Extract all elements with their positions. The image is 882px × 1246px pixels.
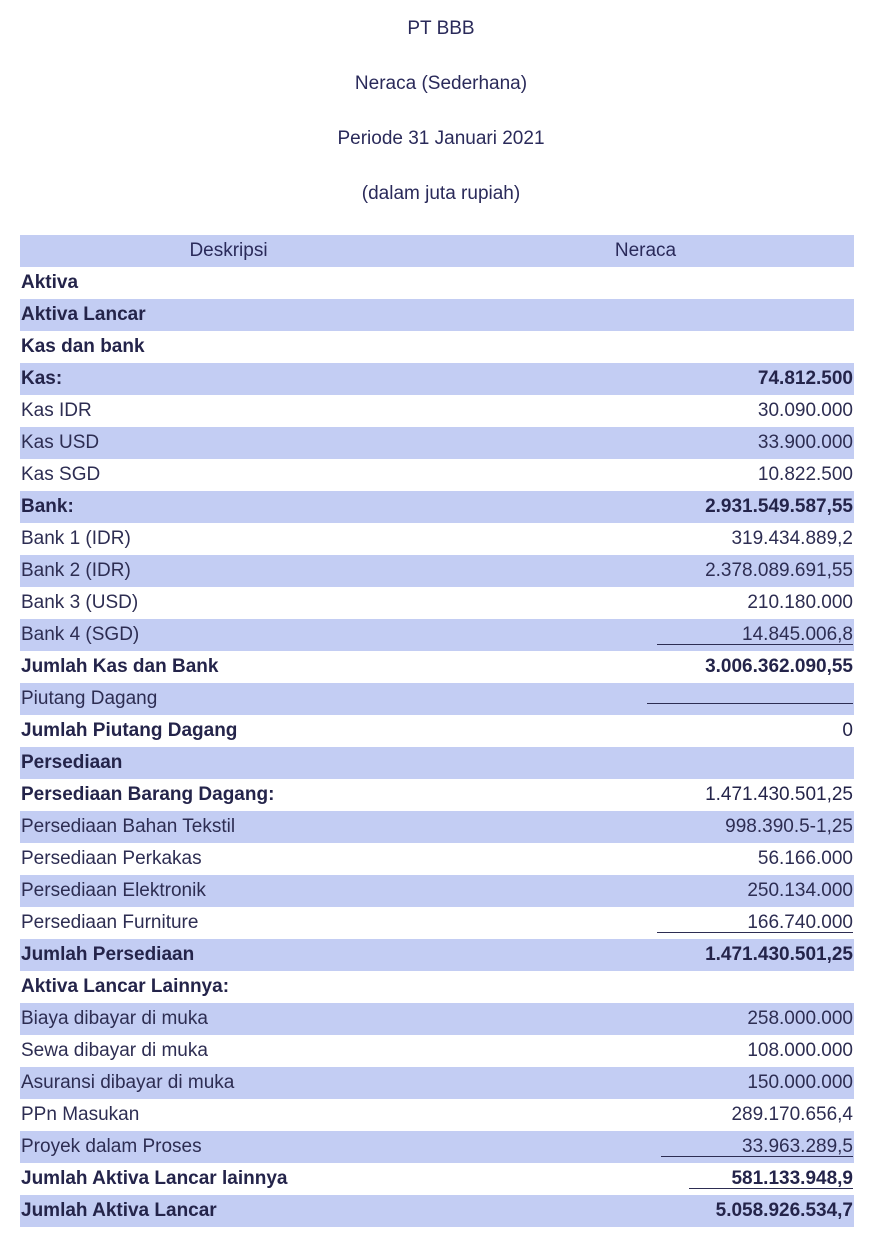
table-row (20, 1163, 854, 1195)
table-row (20, 331, 854, 363)
row-value-underlined (437, 619, 854, 651)
row-label: Kas USD (20, 427, 437, 459)
table-row (20, 491, 854, 523)
row-label: Asuransi dibayar di muka (20, 1067, 437, 1099)
company-name: PT BBB (407, 18, 475, 39)
table-row (20, 683, 854, 715)
row-value-underlined (437, 1163, 854, 1195)
row-value: 150.000.000 (437, 1067, 854, 1099)
row-value: 56.166.000 (757, 848, 853, 869)
row-value (437, 747, 854, 779)
row-value: 319.434.889,2 (731, 528, 853, 549)
table-row (20, 747, 854, 779)
report-period: Periode 31 Januari 2021 (337, 128, 545, 149)
row-label: Aktiva Lancar Lainnya: (21, 976, 230, 997)
table-row (20, 427, 854, 459)
table-row (20, 619, 854, 651)
table-row (20, 363, 854, 395)
table-row (20, 1067, 854, 1099)
table-row (20, 1131, 854, 1163)
table-row (20, 587, 854, 619)
row-value: 2.378.089.691,55 (437, 555, 854, 587)
row-label: Persediaan (20, 747, 437, 779)
table-row (20, 459, 854, 491)
row-label: Aktiva Lancar (20, 299, 437, 331)
underlined-value: 166.740.000 (657, 914, 853, 933)
row-label: Jumlah Piutang Dagang (21, 720, 238, 741)
balance-sheet-table (20, 235, 854, 1227)
table-row (20, 843, 854, 875)
row-value: 998.390.5-1,25 (437, 811, 854, 843)
table-row (20, 907, 854, 939)
row-value: 289.170.656,4 (731, 1104, 853, 1125)
table-row (20, 299, 854, 331)
row-value: 2.931.549.587,55 (437, 491, 854, 523)
table-row (20, 939, 854, 971)
report-unit: (dalam juta rupiah) (361, 183, 521, 204)
row-value-underlined (437, 1131, 854, 1163)
row-value: 250.134.000 (437, 875, 854, 907)
row-value (437, 299, 854, 331)
row-label: Proyek dalam Proses (20, 1131, 437, 1163)
row-label: Kas SGD (21, 464, 101, 485)
table-row (20, 395, 854, 427)
row-label: Piutang Dagang (20, 683, 437, 715)
row-value: 258.000.000 (437, 1003, 854, 1035)
row-value: 74.812.500 (437, 363, 854, 395)
row-value: 3.006.362.090,55 (705, 656, 853, 677)
table-row (20, 555, 854, 587)
row-label: Kas IDR (21, 400, 92, 421)
row-label: Kas dan bank (21, 336, 145, 357)
report-title: Neraca (Sederhana) (354, 73, 528, 94)
row-label: Aktiva (21, 272, 79, 293)
row-label: Persediaan Barang Dagang: (21, 784, 275, 805)
table-row (20, 651, 854, 683)
row-label: Jumlah Aktiva Lancar lainnya (21, 1168, 288, 1189)
row-label: Jumlah Kas dan Bank (21, 656, 219, 677)
row-value-underlined (437, 907, 854, 939)
row-value (437, 971, 854, 1003)
row-label: Bank: (20, 491, 437, 523)
row-label: Persediaan Perkakas (21, 848, 202, 869)
table-row (20, 715, 854, 747)
table-header-row (20, 235, 854, 267)
row-value: 108.000.000 (747, 1040, 853, 1061)
row-label: Bank 3 (USD) (21, 592, 139, 613)
row-label: Jumlah Aktiva Lancar (20, 1195, 437, 1227)
row-value-underlined (437, 683, 854, 715)
row-value: 30.090.000 (757, 400, 853, 421)
row-value: 1.471.430.501,25 (705, 784, 853, 805)
column-header-description: Deskripsi (20, 235, 437, 267)
table-row (20, 1099, 854, 1131)
row-value: 10.822.500 (757, 464, 853, 485)
table-row (20, 1035, 854, 1067)
row-value: 210.180.000 (747, 592, 853, 613)
table-row (20, 971, 854, 1003)
row-label: PPn Masukan (21, 1104, 140, 1125)
row-value: 1.471.430.501,25 (437, 939, 854, 971)
row-value: 33.900.000 (437, 427, 854, 459)
table-row (20, 875, 854, 907)
table-row (20, 267, 854, 299)
row-label: Bank 4 (SGD) (20, 619, 437, 651)
column-header-balance: Neraca (437, 235, 854, 267)
row-value: 0 (842, 720, 853, 741)
underline-blank (647, 703, 853, 704)
underlined-value: 581.133.948,9 (689, 1170, 853, 1189)
row-label: Kas: (20, 363, 437, 395)
row-label: Jumlah Persediaan (20, 939, 437, 971)
row-label: Biaya dibayar di muka (20, 1003, 437, 1035)
row-value: 5.058.926.534,7 (437, 1195, 854, 1227)
underlined-value: 14.845.006,8 (657, 626, 853, 645)
row-label: Persediaan Elektronik (20, 875, 437, 907)
underlined-value: 33.963.289,5 (661, 1138, 853, 1157)
row-label: Bank 1 (IDR) (21, 528, 131, 549)
table-row (20, 779, 854, 811)
table-row (20, 811, 854, 843)
row-label: Persediaan Bahan Tekstil (20, 811, 437, 843)
table-row (20, 523, 854, 555)
table-row (20, 1195, 854, 1227)
row-label: Persediaan Furniture (21, 912, 199, 933)
row-label: Sewa dibayar di muka (21, 1040, 208, 1061)
row-value (437, 331, 854, 363)
table-row (20, 1003, 854, 1035)
row-value (437, 267, 854, 299)
row-label: Bank 2 (IDR) (20, 555, 437, 587)
